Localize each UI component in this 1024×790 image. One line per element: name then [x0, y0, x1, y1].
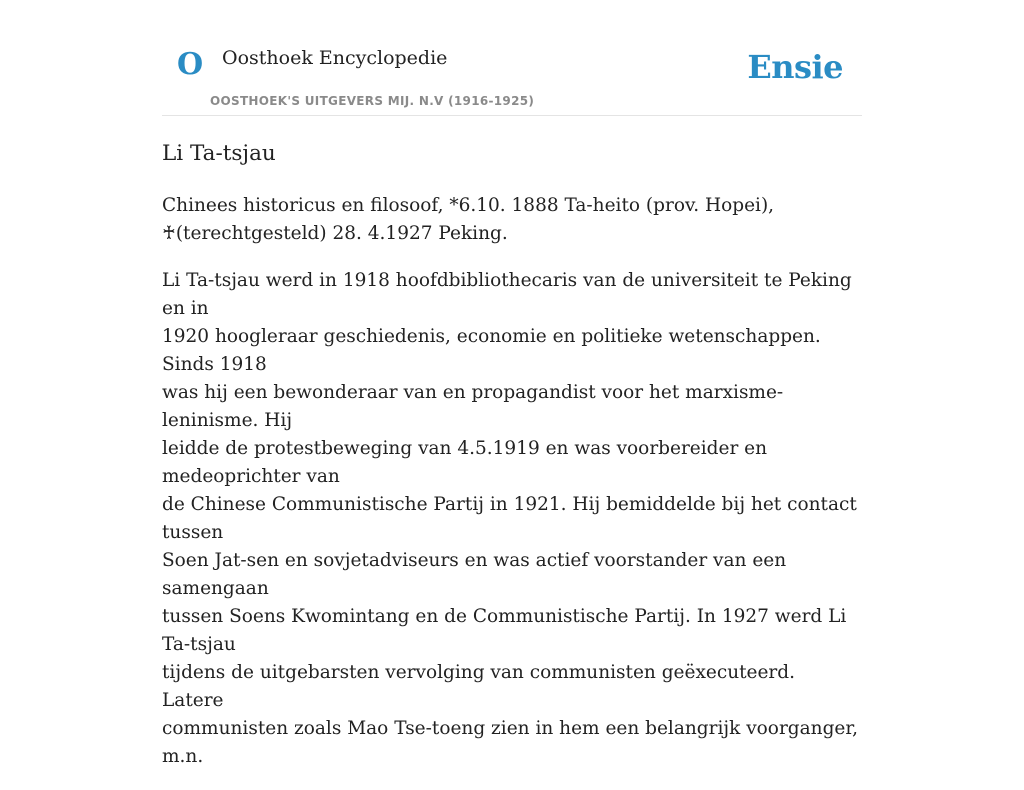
article-body — [162, 267, 862, 771]
body-line: 1920 hoogleraar geschiedenis, economie en politieke wetenschappen. Sinds 1918 — [162, 326, 821, 375]
body-line: tussen Soens Kwomintang en de Communistische Partij. In 1927 werd Li Ta-tsjau — [162, 606, 847, 655]
body-line: communisten zoals Mao Tse-toeng zien in hem een belangrijk voorganger, m.n. — [162, 718, 859, 767]
brand-logo[interactable]: Ensie — [747, 48, 843, 86]
body-line: leidde de protestbeweging van 4.5.1919 en was voorbereider en medeoprichter van — [162, 438, 768, 487]
intro-line: ♰(terechtgesteld) 28. 4.1927 Peking. — [162, 223, 508, 244]
article-title: Li Ta-tsjau — [162, 141, 276, 166]
body-line: tijdens de uitgebarsten vervolging van communisten geëxecuteerd. Latere — [162, 662, 796, 711]
body-line: was hij een bewonderaar van en propagandist voor het marxisme-leninisme. Hij — [162, 382, 784, 431]
article-content — [162, 192, 862, 790]
intro-line: Chinees historicus en filosoof, *6.10. 1888 Ta-heito (prov. Hopei), — [162, 195, 775, 216]
source-header — [162, 30, 862, 116]
source-title[interactable]: Oosthoek Encyclopedie — [222, 47, 448, 69]
article-intro — [162, 192, 862, 248]
body-line: de Chinese Communistische Partij in 1921. Hij bemiddelde bij het contact tussen — [162, 494, 857, 543]
body-line: Soen Jat-sen en sovjetadviseurs en was actief voorstander van een samengaan — [162, 550, 787, 599]
source-logo[interactable]: O — [177, 47, 204, 82]
body-line: Li Ta-tsjau werd in 1918 hoofdbibliothecaris van de universiteit te Peking en in — [162, 270, 852, 319]
source-subtitle: OOSTHOEK'S UITGEVERS MIJ. N.V (1916-1925) — [210, 94, 535, 108]
